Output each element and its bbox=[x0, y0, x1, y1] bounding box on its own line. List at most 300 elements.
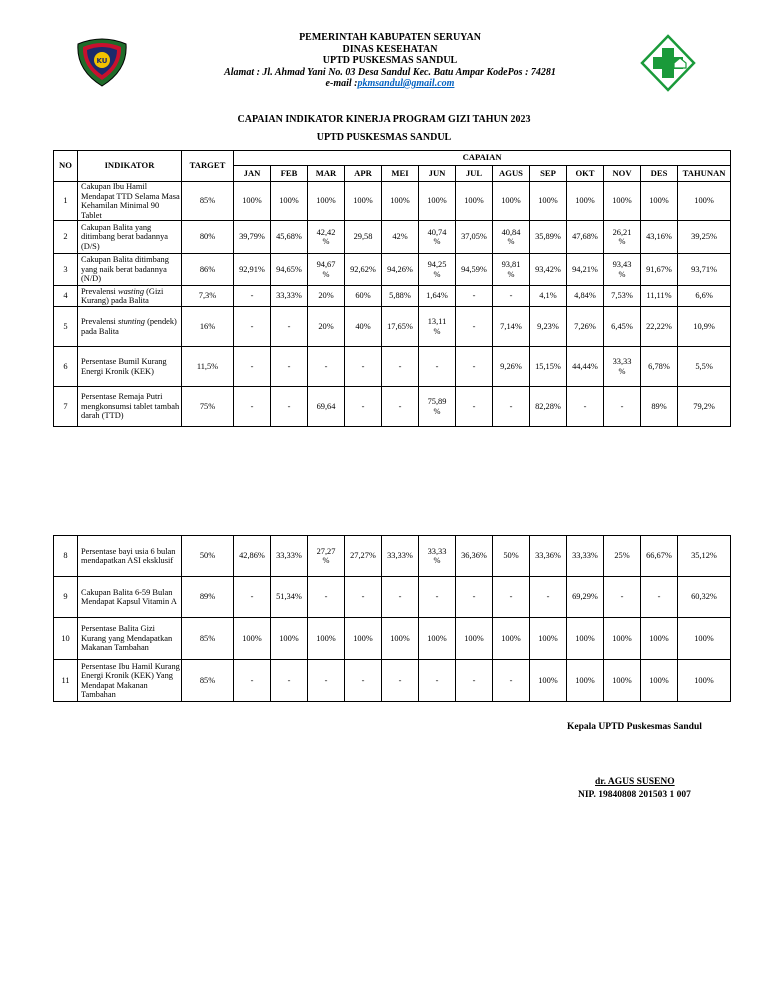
email-label: e-mail : bbox=[325, 78, 358, 89]
value-text: - bbox=[435, 361, 439, 371]
row-value bbox=[493, 182, 530, 221]
header-month: MEI bbox=[382, 166, 419, 182]
value-text: 35,89% bbox=[535, 232, 561, 242]
value-text: 100% bbox=[649, 633, 669, 643]
row-value bbox=[678, 254, 731, 286]
row-value bbox=[382, 660, 419, 702]
row-value bbox=[456, 577, 493, 618]
header-month: APR bbox=[345, 166, 382, 182]
row-value bbox=[234, 618, 271, 660]
value-text: 100% bbox=[538, 633, 558, 643]
value-text: 66,67% bbox=[646, 551, 672, 561]
value-text: 7,26% bbox=[574, 321, 596, 331]
value-text: 6,78% bbox=[648, 361, 670, 371]
row-value bbox=[271, 286, 308, 307]
header-month: SEP bbox=[530, 166, 567, 182]
row-value bbox=[641, 254, 678, 286]
value-text: - bbox=[250, 675, 254, 685]
row-target: 50% bbox=[182, 536, 234, 577]
value-text: 15,15% bbox=[535, 361, 561, 371]
row-value bbox=[678, 347, 731, 387]
emblem-text: KU bbox=[96, 57, 108, 65]
value-text: 4,1% bbox=[539, 291, 557, 301]
row-value bbox=[567, 347, 604, 387]
value-text: 17,65% bbox=[387, 321, 413, 331]
row-value bbox=[678, 536, 731, 577]
row-value bbox=[641, 221, 678, 254]
value-text: - bbox=[250, 291, 254, 301]
row-value bbox=[493, 387, 530, 427]
row-value bbox=[456, 286, 493, 307]
value-text: 6,6% bbox=[695, 291, 713, 301]
row-target: 80% bbox=[182, 221, 234, 254]
row-value bbox=[530, 347, 567, 387]
row-value bbox=[271, 577, 308, 618]
value-text: 100% bbox=[390, 196, 410, 206]
table-row bbox=[54, 660, 731, 702]
value-text: 36,36% bbox=[461, 551, 487, 561]
row-value bbox=[567, 307, 604, 347]
value-text: 20% bbox=[318, 291, 334, 301]
row-value bbox=[419, 536, 456, 577]
row-value bbox=[567, 254, 604, 286]
puskesmas-cross-icon bbox=[640, 34, 696, 92]
gov-name: PEMERINTAH KABUPATEN SERUYAN bbox=[299, 32, 481, 43]
seruyan-emblem-icon bbox=[74, 36, 130, 88]
row-value bbox=[234, 387, 271, 427]
row-value bbox=[641, 618, 678, 660]
row-value bbox=[456, 618, 493, 660]
email-line bbox=[200, 78, 580, 90]
header-month: JUN bbox=[419, 166, 456, 182]
row-value bbox=[604, 577, 641, 618]
value-text: 33,33 % bbox=[427, 546, 447, 565]
row-indikator bbox=[78, 307, 182, 347]
value-text: 100% bbox=[694, 675, 714, 685]
row-target: 86% bbox=[182, 254, 234, 286]
value-text: - bbox=[398, 592, 402, 602]
row-value bbox=[419, 577, 456, 618]
value-text: - bbox=[509, 675, 513, 685]
value-text: - bbox=[583, 401, 587, 411]
value-text: 93,81 % bbox=[501, 260, 521, 279]
row-no: 7 bbox=[54, 387, 78, 427]
row-value bbox=[271, 221, 308, 254]
value-text: 42,42 % bbox=[316, 227, 336, 246]
row-value bbox=[530, 387, 567, 427]
value-text: 33,33% bbox=[276, 551, 302, 561]
row-value bbox=[493, 536, 530, 577]
value-text: 93,42% bbox=[535, 264, 561, 274]
value-text: - bbox=[398, 675, 402, 685]
value-text: - bbox=[324, 592, 328, 602]
letterhead-text bbox=[200, 32, 580, 90]
row-value bbox=[382, 347, 419, 387]
row-value bbox=[419, 618, 456, 660]
value-text: - bbox=[361, 592, 365, 602]
row-value bbox=[382, 387, 419, 427]
value-text: 100% bbox=[242, 196, 262, 206]
row-value bbox=[493, 307, 530, 347]
row-target: 7,3% bbox=[182, 286, 234, 307]
row-value bbox=[641, 536, 678, 577]
value-text: - bbox=[250, 401, 254, 411]
value-text: - bbox=[287, 675, 291, 685]
row-value bbox=[456, 182, 493, 221]
row-value bbox=[456, 221, 493, 254]
table-row bbox=[54, 347, 731, 387]
value-text: - bbox=[546, 592, 550, 602]
indikator-text-pre: Prevalensi bbox=[81, 317, 118, 326]
value-text: 33,33 % bbox=[612, 357, 632, 376]
row-value bbox=[308, 577, 345, 618]
row-value bbox=[604, 347, 641, 387]
row-value bbox=[419, 347, 456, 387]
row-no: 9 bbox=[54, 577, 78, 618]
table-row bbox=[54, 387, 731, 427]
indikator-text-post: (Gizi Kurang) pada Balita bbox=[81, 286, 164, 305]
signature-position: Kepala UPTD Puskesmas Sandul bbox=[567, 722, 702, 732]
value-text: 91,67% bbox=[646, 264, 672, 274]
value-text: 51,34% bbox=[276, 592, 302, 602]
table-row bbox=[54, 577, 731, 618]
row-value bbox=[345, 387, 382, 427]
value-text: 100% bbox=[538, 196, 558, 206]
value-text: 92,62% bbox=[350, 264, 376, 274]
value-text: - bbox=[435, 592, 439, 602]
value-text: 47,68% bbox=[572, 232, 598, 242]
row-value bbox=[678, 182, 731, 221]
row-target: 11,5% bbox=[182, 347, 234, 387]
value-text: 35,12% bbox=[691, 551, 717, 561]
row-value bbox=[234, 660, 271, 702]
row-value bbox=[345, 307, 382, 347]
row-value bbox=[308, 618, 345, 660]
row-value bbox=[456, 387, 493, 427]
row-value bbox=[271, 347, 308, 387]
value-text: 93,43 % bbox=[612, 260, 632, 279]
row-value bbox=[234, 347, 271, 387]
value-text: - bbox=[472, 321, 476, 331]
row-value bbox=[271, 536, 308, 577]
row-value bbox=[234, 536, 271, 577]
row-value bbox=[345, 286, 382, 307]
value-text: 1,64% bbox=[426, 291, 448, 301]
row-value bbox=[234, 577, 271, 618]
row-target: 85% bbox=[182, 660, 234, 702]
row-no: 3 bbox=[54, 254, 78, 286]
row-value bbox=[567, 618, 604, 660]
value-text: - bbox=[509, 592, 513, 602]
row-no: 4 bbox=[54, 286, 78, 307]
value-text: 6,45% bbox=[611, 321, 633, 331]
row-value bbox=[419, 221, 456, 254]
value-text: 40,74 % bbox=[427, 227, 447, 246]
row-value bbox=[641, 660, 678, 702]
value-text: 100% bbox=[538, 675, 558, 685]
value-text: - bbox=[361, 675, 365, 685]
row-value bbox=[530, 660, 567, 702]
value-text: 27,27% bbox=[350, 551, 376, 561]
value-text: 20% bbox=[318, 321, 334, 331]
row-indikator: Persentase Remaja Putri mengkonsumsi tablet tambah darah (TTD) bbox=[78, 387, 182, 427]
value-text: 9,23% bbox=[537, 321, 559, 331]
value-text: 33,33% bbox=[387, 551, 413, 561]
row-value bbox=[382, 536, 419, 577]
row-value bbox=[308, 221, 345, 254]
row-value bbox=[567, 536, 604, 577]
value-text: 100% bbox=[649, 196, 669, 206]
row-value bbox=[641, 577, 678, 618]
table-row bbox=[54, 307, 731, 347]
row-value bbox=[419, 286, 456, 307]
indikator-text-pre: Prevalensi bbox=[81, 286, 118, 296]
row-value bbox=[271, 387, 308, 427]
value-text: - bbox=[250, 321, 254, 331]
value-text: - bbox=[361, 401, 365, 411]
row-value bbox=[604, 307, 641, 347]
value-text: 100% bbox=[575, 675, 595, 685]
row-value bbox=[604, 618, 641, 660]
row-indikator: Persentase bayi usia 6 bulan mendapatkan ASI eksklusif bbox=[78, 536, 182, 577]
row-value bbox=[567, 387, 604, 427]
value-text: 5,88% bbox=[389, 291, 411, 301]
row-indikator: Persentase Balita Gizi Kurang yang Mendapatkan Makanan Tambahan bbox=[78, 618, 182, 660]
value-text: 60% bbox=[355, 291, 371, 301]
row-value bbox=[493, 286, 530, 307]
row-value bbox=[604, 660, 641, 702]
row-value bbox=[641, 387, 678, 427]
value-text: 100% bbox=[316, 196, 336, 206]
signature-name: dr. AGUS SUSENO bbox=[595, 777, 675, 787]
header-month: OKT bbox=[567, 166, 604, 182]
row-value bbox=[678, 387, 731, 427]
row-value bbox=[308, 536, 345, 577]
table-row bbox=[54, 286, 731, 307]
indicator-table-part2 bbox=[53, 535, 731, 702]
row-indikator: Persentase Ibu Hamil Kurang Energi Kronik (KEK) Yang Mendapat Makanan Tambahan bbox=[78, 660, 182, 702]
row-no: 5 bbox=[54, 307, 78, 347]
row-value bbox=[604, 221, 641, 254]
row-value bbox=[530, 221, 567, 254]
row-target: 85% bbox=[182, 182, 234, 221]
value-text: 42,86% bbox=[239, 551, 265, 561]
row-value bbox=[604, 254, 641, 286]
value-text: 33,33% bbox=[572, 551, 598, 561]
value-text: 26,21 % bbox=[612, 227, 632, 246]
row-value bbox=[493, 254, 530, 286]
value-text: 22,22% bbox=[646, 321, 672, 331]
header-indikator: INDIKATOR bbox=[78, 151, 182, 182]
row-value bbox=[234, 182, 271, 221]
row-value bbox=[604, 536, 641, 577]
value-text: 9,26% bbox=[500, 361, 522, 371]
unit-name: UPTD PUSKESMAS SANDUL bbox=[322, 55, 458, 66]
row-value bbox=[567, 577, 604, 618]
row-value bbox=[456, 254, 493, 286]
row-value bbox=[419, 660, 456, 702]
value-text: - bbox=[472, 291, 476, 301]
value-text: 89% bbox=[651, 401, 667, 411]
value-text: 100% bbox=[501, 633, 521, 643]
value-text: 100% bbox=[501, 196, 521, 206]
header-month: FEB bbox=[271, 166, 308, 182]
row-value bbox=[308, 347, 345, 387]
row-value bbox=[234, 307, 271, 347]
row-value bbox=[456, 347, 493, 387]
row-value bbox=[678, 307, 731, 347]
value-text: 7,53% bbox=[611, 291, 633, 301]
value-text: 11,11% bbox=[646, 291, 672, 301]
row-value bbox=[308, 286, 345, 307]
row-value bbox=[345, 182, 382, 221]
row-value bbox=[271, 660, 308, 702]
value-text: 60,32% bbox=[691, 592, 717, 602]
row-value bbox=[382, 254, 419, 286]
row-value bbox=[678, 221, 731, 254]
value-text: 40,84 % bbox=[501, 227, 521, 246]
row-no: 6 bbox=[54, 347, 78, 387]
table-row bbox=[54, 221, 731, 254]
header-target: TARGET bbox=[182, 151, 234, 182]
value-text: 27,27 % bbox=[316, 546, 336, 565]
row-target: 75% bbox=[182, 387, 234, 427]
row-indikator: Cakupan Balita yang ditimbang berat badannya (D/S) bbox=[78, 221, 182, 254]
value-text: 45,68% bbox=[276, 232, 302, 242]
value-text: 37,05% bbox=[461, 232, 487, 242]
row-value bbox=[678, 660, 731, 702]
row-value bbox=[678, 618, 731, 660]
row-value bbox=[419, 182, 456, 221]
table-row bbox=[54, 182, 731, 221]
row-value bbox=[271, 618, 308, 660]
value-text: 100% bbox=[353, 633, 373, 643]
letterhead bbox=[0, 32, 768, 96]
value-text: - bbox=[287, 361, 291, 371]
email-link[interactable]: pkmsandul@gmail.com bbox=[357, 78, 455, 89]
value-text: 100% bbox=[575, 196, 595, 206]
row-value bbox=[234, 221, 271, 254]
row-value bbox=[456, 536, 493, 577]
row-value bbox=[530, 286, 567, 307]
report-subtitle: UPTD PUSKESMAS SANDUL bbox=[316, 132, 452, 143]
row-no: 1 bbox=[54, 182, 78, 221]
row-value bbox=[345, 347, 382, 387]
row-value bbox=[567, 221, 604, 254]
value-text: 69,64 bbox=[316, 401, 336, 411]
header-month: NOV bbox=[604, 166, 641, 182]
row-indikator bbox=[78, 286, 182, 307]
address: Alamat : Jl. Ahmad Yani No. 03 Desa Sandul Kec. Batu Ampar KodePos : 74281 bbox=[224, 66, 556, 78]
value-text: - bbox=[657, 592, 661, 602]
row-indikator: Persentase Bumil Kurang Energi Kronik (KEK) bbox=[78, 347, 182, 387]
row-target: 89% bbox=[182, 577, 234, 618]
row-value bbox=[641, 347, 678, 387]
value-text: 100% bbox=[279, 633, 299, 643]
indikator-term: stunting bbox=[117, 317, 145, 326]
value-text: 43,16% bbox=[646, 232, 672, 242]
value-text: - bbox=[435, 675, 439, 685]
value-text: 94,21% bbox=[572, 264, 598, 274]
header-no: NO bbox=[54, 151, 78, 182]
row-value bbox=[678, 577, 731, 618]
row-value bbox=[382, 286, 419, 307]
row-indikator: Cakupan Ibu Hamil Mendapat TTD Selama Masa Kehamilan Minimal 90 Tablet bbox=[78, 182, 182, 221]
value-text: - bbox=[509, 291, 513, 301]
value-text: - bbox=[398, 401, 402, 411]
row-value bbox=[345, 221, 382, 254]
row-value bbox=[604, 387, 641, 427]
value-text: 100% bbox=[575, 633, 595, 643]
indicator-table-part1 bbox=[53, 150, 731, 427]
row-value bbox=[641, 307, 678, 347]
dept-name: DINAS KESEHATAN bbox=[342, 43, 438, 55]
indikator-term: wasting bbox=[117, 286, 145, 296]
row-value bbox=[567, 660, 604, 702]
row-value bbox=[234, 254, 271, 286]
row-value bbox=[567, 182, 604, 221]
row-value bbox=[493, 347, 530, 387]
row-value bbox=[641, 182, 678, 221]
value-text: 42% bbox=[392, 232, 408, 242]
row-value bbox=[308, 660, 345, 702]
value-text: - bbox=[324, 361, 328, 371]
value-text: 39,25% bbox=[691, 232, 717, 242]
value-text: 100% bbox=[464, 633, 484, 643]
row-value bbox=[493, 660, 530, 702]
row-no: 11 bbox=[54, 660, 78, 702]
value-text: - bbox=[287, 321, 291, 331]
value-text: 5,5% bbox=[695, 361, 713, 371]
value-text: 100% bbox=[612, 196, 632, 206]
row-value bbox=[308, 254, 345, 286]
value-text: 94,65% bbox=[276, 264, 302, 274]
value-text: 100% bbox=[612, 633, 632, 643]
header-row bbox=[54, 151, 731, 166]
row-value bbox=[530, 254, 567, 286]
row-value bbox=[382, 577, 419, 618]
value-text: - bbox=[620, 592, 624, 602]
value-text: 94,25 % bbox=[427, 260, 447, 279]
row-value bbox=[308, 182, 345, 221]
value-text: 100% bbox=[279, 196, 299, 206]
header-month: AGUS bbox=[493, 166, 530, 182]
row-value bbox=[456, 307, 493, 347]
row-value bbox=[530, 618, 567, 660]
row-value bbox=[530, 577, 567, 618]
row-target: 85% bbox=[182, 618, 234, 660]
value-text: 25% bbox=[614, 551, 630, 561]
value-text: 92,91% bbox=[239, 264, 265, 274]
value-text: 100% bbox=[353, 196, 373, 206]
row-value bbox=[419, 254, 456, 286]
value-text: 94,59% bbox=[461, 264, 487, 274]
value-text: 7,14% bbox=[500, 321, 522, 331]
header-month: DES bbox=[641, 166, 678, 182]
value-text: - bbox=[398, 361, 402, 371]
row-value bbox=[456, 660, 493, 702]
value-text: 40% bbox=[355, 321, 371, 331]
value-text: - bbox=[250, 361, 254, 371]
value-text: 39,79% bbox=[239, 232, 265, 242]
value-text: 33,33% bbox=[276, 291, 302, 301]
row-value bbox=[382, 618, 419, 660]
row-value bbox=[530, 307, 567, 347]
row-value bbox=[530, 536, 567, 577]
row-no: 10 bbox=[54, 618, 78, 660]
row-value bbox=[345, 577, 382, 618]
row-value bbox=[271, 254, 308, 286]
